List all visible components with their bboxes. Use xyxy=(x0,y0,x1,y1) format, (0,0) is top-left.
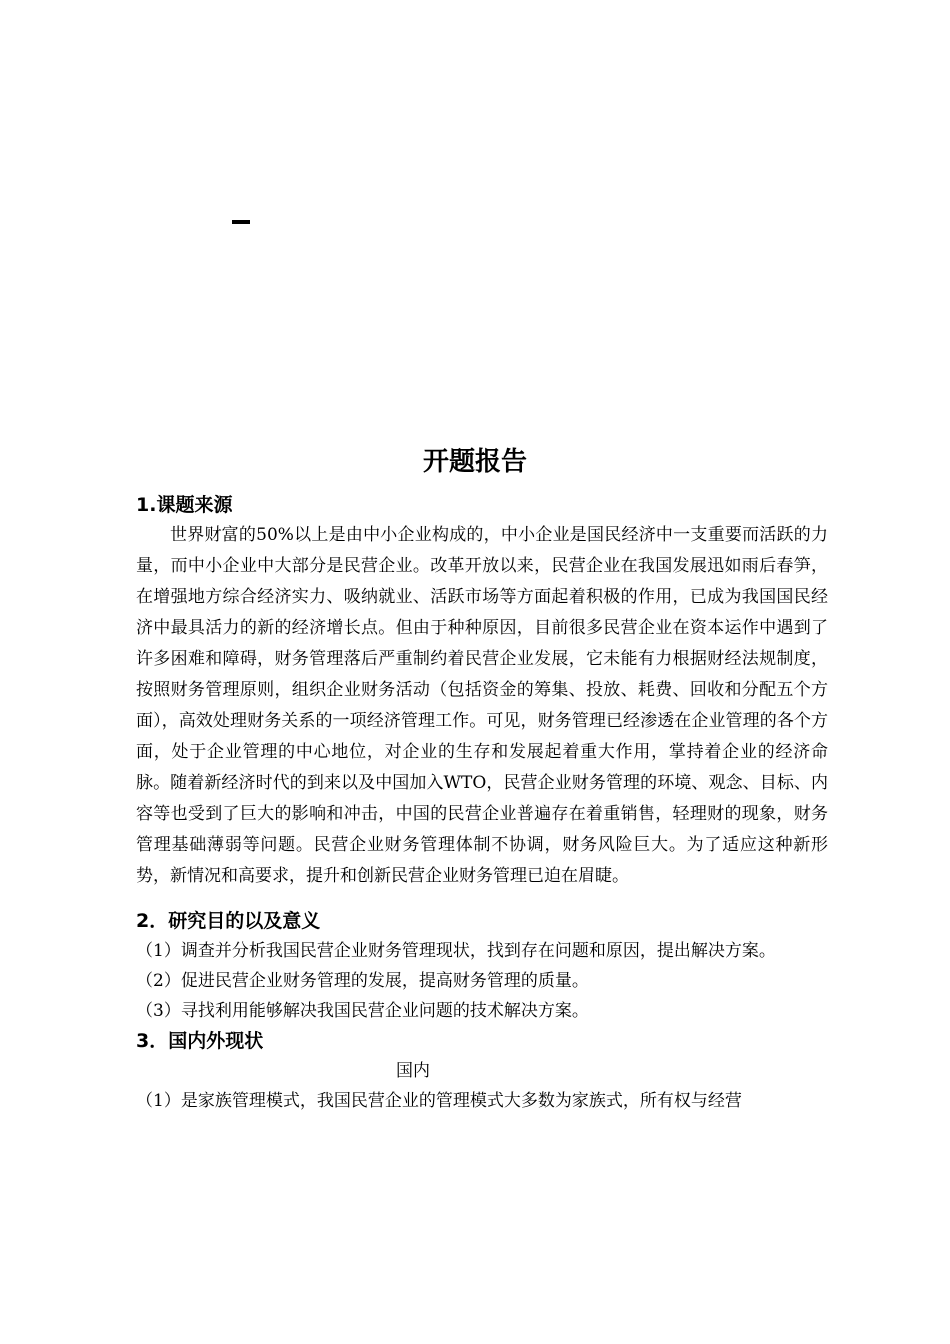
section-3-item-1: （1）是家族管理模式，我国民营企业的管理模式大多数为家族式，所有权与经营 xyxy=(136,1091,742,1111)
section-2-item-2: （2）促进民营企业财务管理的发展，提高财务管理的质量。 xyxy=(136,971,589,991)
section-1-paragraph: 世界财富的50%以上是由中小企业构成的，中小企业是国民经济中一支重要而活跃的力量，而中小企业中大部分是民营企业。改革开放以来，民营企业在我国发展迅如雨后春笋，在增强地方综合经济实力、吸纳就业、活跃市场等方面起着积极的作用，已成为我国国民经济中最具活力的新的经济增长点。但由于种种原因，目前很多民营企业在资本运作中遇到了许多困难和障碍，财务管理落后严重制约着民营企业发展，它未能有力根据财经法规制度，按照财务管理原则，组织企业财务活动（包括资金的筹集、投放、耗费、回收和分配五个方面），高效处理财务关系的一项经济管理工作。可见，财务管理已经渗透在企业管理的各个方面，处于企业管理的中心地位，对企业的生存和发展起着重大作用，掌持着企业的经济命脉。随着新经济时代的到来以及中国加入WTO，民营企业财务管理的环境、观念、目标、内容等也受到了巨大的影响和冲击，中国的民营企业普遍存在着重销售，轻理财的现象，财务管理基础薄弱等问题。民营企业财务管理体制不协调，财务风险巨大。为了适应这种新形势，新情况和高要求，提升和创新民营企业财务管理已迫在眉睫。 xyxy=(136,525,828,886)
section-3-heading: 3．国内外现状 xyxy=(136,1030,264,1052)
decorative-dash xyxy=(232,220,250,224)
section-3-subheading: 国内 xyxy=(396,1061,430,1081)
spacer xyxy=(136,892,828,906)
section-2-item-1: （1）调查并分析我国民营企业财务管理现状，找到存在问题和原因，提出解决方案。 xyxy=(136,941,776,961)
page-title: 开题报告 xyxy=(422,447,527,477)
section-2-heading: 2．研究目的以及意义 xyxy=(136,910,321,932)
section-2-item-3: （3）寻找利用能够解决我国民营企业问题的技术解决方案。 xyxy=(136,1001,589,1021)
section-1-heading: 1.课题来源 xyxy=(136,494,233,516)
document-body xyxy=(136,490,828,1116)
